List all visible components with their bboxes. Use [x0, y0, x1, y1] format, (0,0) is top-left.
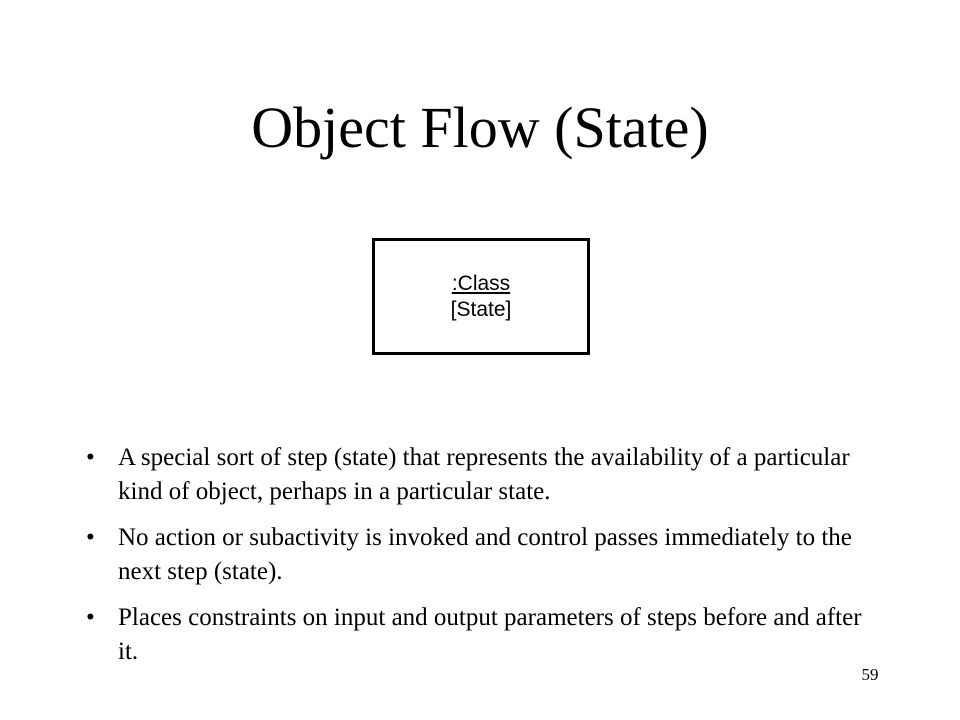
page-number: 59: [861, 665, 879, 684]
bullet-item: [86, 601, 886, 669]
object-class-label: :Class: [451, 271, 511, 295]
bullet-item: [86, 521, 886, 589]
bullet-text: No action or subactivity is invoked and control passes immediately to the next step (state).: [118, 524, 852, 585]
object-flow-state-box: [372, 238, 590, 355]
object-state-label: [State]: [450, 297, 512, 321]
bullet-dot-icon: •: [86, 444, 95, 471]
bullet-dot-icon: •: [86, 604, 95, 631]
slide-title: Object Flow (State): [251, 95, 709, 160]
bullet-item: [86, 441, 886, 509]
bullet-dot-icon: •: [86, 524, 95, 551]
bullet-text: Places constraints on input and output parameters of steps before and after it.: [118, 604, 862, 665]
bullet-text: A special sort of step (state) that represents the availability of a particular kind of object, perhaps in a particular state.: [118, 444, 850, 505]
bullet-list: [86, 441, 886, 681]
